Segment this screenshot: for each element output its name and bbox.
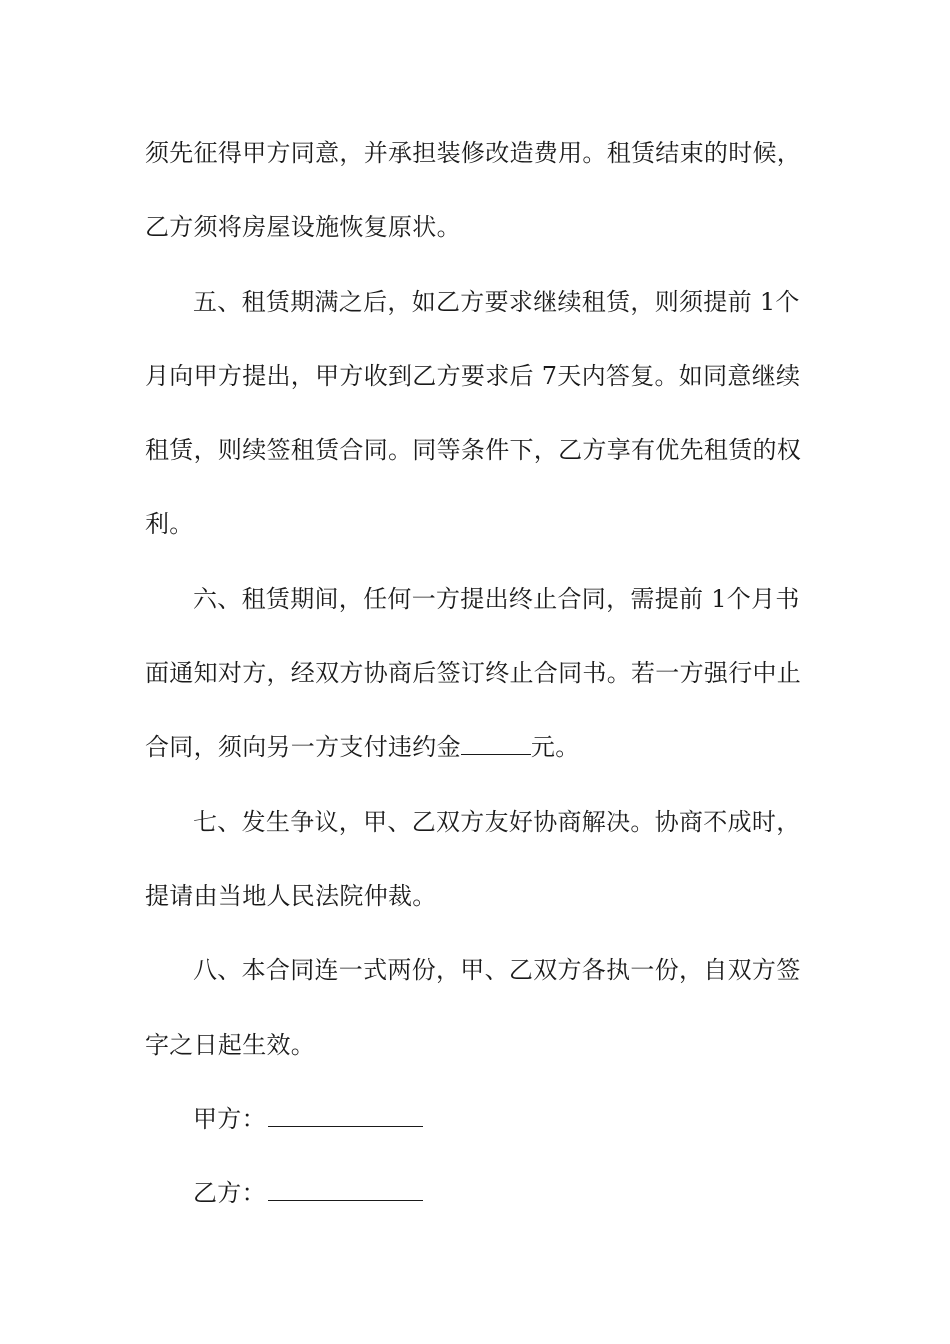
party-a-signature [193,1104,873,1134]
paragraph-line: 利。 [145,510,194,538]
party-a-blank[interactable] [268,1104,423,1127]
paragraph-line: 乙方须将房屋设施恢复原状。 [145,213,461,241]
paragraph-line: 租赁，则续签租赁合同。同等条件下，乙方享有优先租赁的权 [145,436,802,464]
penalty-line [145,732,825,762]
paragraph-line: 月向甲方提出，甲方收到乙方要求后 7天内答复。如同意继续 [145,362,801,390]
paragraph-line: 字之日起生效。 [145,1031,316,1059]
clause-seven-line: 七、发生争议，甲、乙双方友好协商解决。协商不成时， [193,808,801,836]
currency-unit: 元。 [530,733,580,761]
paragraph-line: 提请由当地人民法院仲裁。 [145,882,437,910]
party-b-blank[interactable] [268,1178,423,1201]
clause-six-line: 六、租赁期间，任何一方提出终止合同，需提前 1个月书 [193,585,800,613]
clause-eight-line: 八、本合同连一式两份，甲、乙双方各执一份，自双方签 [193,956,801,984]
penalty-text: 合同，须向另一方支付违约金 [145,733,461,761]
party-b-signature [193,1178,873,1208]
party-a-label: 甲方： [193,1105,266,1133]
paragraph-line: 面通知对方，经双方协商后签订终止合同书。若一方强行中止 [145,659,802,687]
clause-five-line: 五、租赁期满之后，如乙方要求继续租赁，则须提前 1个 [193,288,800,316]
penalty-amount-blank[interactable] [461,732,531,755]
paragraph-line: 须先征得甲方同意，并承担装修改造费用。租赁结束的时候， [145,139,802,167]
party-b-label: 乙方： [193,1179,266,1207]
